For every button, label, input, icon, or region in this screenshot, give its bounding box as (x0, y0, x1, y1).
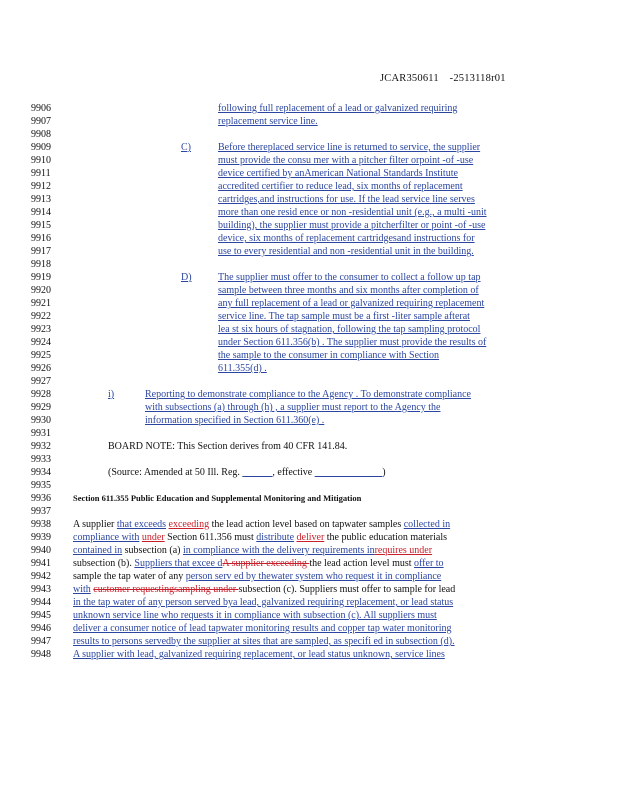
line-number: 9924 (31, 337, 51, 348)
document-line (0, 401, 618, 414)
line-text (218, 167, 458, 180)
line-text (218, 206, 487, 219)
line-text (218, 141, 480, 154)
line-text (218, 193, 475, 206)
inserted-text: person serv ed by thewater system who request it in compliance (185, 571, 442, 582)
inserted-text: in the tap water of any person served bya lead, galvanized requiring replacement, or lead status (73, 597, 454, 608)
document-line (0, 609, 618, 622)
inserted-text: unknown service line who requests it in compliance with subsection (c). All suppliers must (73, 610, 437, 621)
document-line (0, 466, 618, 479)
inserted-text: Reporting to demonstrate compliance to the Agency . To demonstrate compliance (145, 389, 471, 400)
text-run: ) (382, 467, 386, 478)
inserted-text: deliver a consumer notice of lead tapwater monitoring results and copper tap water monitoring (73, 623, 452, 634)
line-number: 9948 (31, 649, 51, 660)
line-number: 9918 (31, 259, 51, 270)
text-run: the public education materials (324, 532, 448, 543)
document-line (0, 479, 618, 492)
text-run: subsection (b). (73, 558, 135, 569)
line-text (73, 544, 432, 557)
line-number: 9930 (31, 415, 51, 426)
document-line (0, 310, 618, 323)
line-text (218, 102, 457, 115)
line-text (218, 284, 479, 297)
text-run: the lead action level based on tapwater samples (209, 519, 404, 530)
line-text (108, 440, 347, 453)
line-number: 9909 (31, 142, 51, 153)
deleted-text: A supplier exceeding (222, 558, 310, 569)
line-number: 9943 (31, 584, 51, 595)
line-number: 9916 (31, 233, 51, 244)
inserted-text: contained in (73, 545, 123, 556)
line-number: 9947 (31, 636, 51, 647)
inserted-text: with subsections (a) through (h) , a supplier must report to the Agency the (145, 402, 441, 413)
line-number: 9914 (31, 207, 51, 218)
item-label: D) (181, 272, 192, 283)
document-line (0, 362, 618, 375)
inserted-text: Before thereplaced service line is returned to service, the supplier (218, 142, 481, 153)
line-text (218, 245, 474, 258)
inserted-text: sample between three months and six months after completion of (218, 285, 479, 296)
inserted-text: cartridges,and instructions for use. If the lead service line serves (218, 194, 475, 205)
line-text (218, 336, 486, 349)
document-line (0, 505, 618, 518)
line-number: 9908 (31, 129, 51, 140)
text-run: Section 611.355 Public Education and Supplemental Monitoring and Mitigation (73, 493, 362, 503)
inserted-text: the sample to the consumer in compliance with Section (218, 350, 440, 361)
line-number: 9910 (31, 155, 51, 166)
inserted-text: results to persons servedby the supplier at sites that are sampled, as specifi ed in subsection (d). (73, 636, 455, 647)
line-number: 9917 (31, 246, 51, 257)
document-line (0, 440, 618, 453)
document-header (380, 73, 506, 84)
line-text (218, 115, 318, 128)
line-number: 9928 (31, 389, 51, 400)
inserted-text: building), the supplier must provide a pitcherfilter or point -of -use (218, 220, 486, 231)
line-number: 9942 (31, 571, 51, 582)
line-text (73, 557, 444, 570)
inserted-text: exceeding (168, 519, 210, 530)
document-line (0, 180, 618, 193)
line-number: 9906 (31, 103, 51, 114)
inserted-text: replacement service line. (218, 116, 318, 127)
line-text (73, 596, 453, 609)
inserted-text: service line. The tap sample must be a first -liter sample afterat (218, 311, 470, 322)
line-text (73, 531, 447, 544)
document-line (0, 154, 618, 167)
revision-id: -2513118r01 (449, 73, 506, 84)
line-number: 9926 (31, 363, 51, 374)
line-number: 9925 (31, 350, 51, 361)
line-text (73, 583, 455, 596)
line-number: 9907 (31, 116, 51, 127)
line-number: 9932 (31, 441, 51, 452)
document-line (0, 219, 618, 232)
line-number: 9931 (31, 428, 51, 439)
line-number: 9915 (31, 220, 51, 231)
line-text (218, 232, 475, 245)
inserted-text: lea st six hours of stagnation, following the tap sampling protocol (218, 324, 481, 335)
text-run: sample the tap water of any (73, 571, 186, 582)
inserted-text: that exceeds (116, 519, 167, 530)
line-text (218, 219, 485, 232)
inserted-text: more than one resid ence or non -residential unit (e.g., a multi -unit (218, 207, 487, 218)
line-text (73, 609, 437, 622)
document-line (0, 557, 618, 570)
document-line (0, 258, 618, 271)
document-line (0, 635, 618, 648)
line-number: 9921 (31, 298, 51, 309)
line-text (73, 648, 445, 661)
document-line (0, 284, 618, 297)
inserted-text: The supplier must offer to the consumer to collect a follow up tap (218, 272, 481, 283)
line-number: 9946 (31, 623, 51, 634)
document-line (0, 622, 618, 635)
document-line (0, 570, 618, 583)
line-number: 9944 (31, 597, 51, 608)
inserted-text: ___ __________ (314, 467, 383, 478)
inserted-text: collected in (403, 519, 451, 530)
inserted-text: deliver (296, 532, 325, 543)
text-run: BOARD NOTE: This Section derives from 40 CFR 141.84. (108, 441, 348, 452)
document-line (0, 414, 618, 427)
document-line (0, 271, 618, 284)
line-text (108, 466, 386, 479)
line-number: 9935 (31, 480, 51, 491)
document-line (0, 518, 618, 531)
document-line (0, 193, 618, 206)
inserted-text: ______ (242, 467, 273, 478)
line-text (218, 154, 473, 167)
line-number: 9913 (31, 194, 51, 205)
line-number: 9929 (31, 402, 51, 413)
document-line (0, 427, 618, 440)
line-number: 9940 (31, 545, 51, 556)
line-text (218, 362, 267, 375)
document-line (0, 336, 618, 349)
deleted-text: customer requestingsampling under (93, 584, 239, 595)
line-number: 9927 (31, 376, 51, 387)
line-number: 9912 (31, 181, 51, 192)
line-text (73, 492, 361, 505)
document-line (0, 115, 618, 128)
document-line (0, 596, 618, 609)
document-line (0, 492, 618, 505)
document-line (0, 531, 618, 544)
document-id: JCAR350611 (380, 73, 439, 84)
document-line (0, 388, 618, 401)
inserted-text: following full replacement of a lead or galvanized requiring (218, 103, 458, 114)
text-run: subsection (a) (122, 545, 183, 556)
document-line (0, 245, 618, 258)
inserted-text: compliance with (73, 532, 140, 543)
inserted-text: distribute (256, 532, 295, 543)
document-line (0, 583, 618, 596)
text-run: , effective (272, 467, 315, 478)
inserted-text: device, six months of replacement cartridgesand instructions for (218, 233, 475, 244)
document-line (0, 648, 618, 661)
line-text (218, 297, 484, 310)
line-number: 9939 (31, 532, 51, 543)
line-text (73, 518, 450, 531)
document-line (0, 375, 618, 388)
line-number: 9938 (31, 519, 51, 530)
inserted-text: device certified by anAmerican National Standards Institute (218, 168, 458, 179)
document-line (0, 297, 618, 310)
document-line (0, 544, 618, 557)
line-text (218, 310, 470, 323)
line-number: 9936 (31, 493, 51, 504)
text-run: the lead action level must (309, 558, 415, 569)
line-text (73, 622, 452, 635)
document-line (0, 323, 618, 336)
line-number: 9945 (31, 610, 51, 621)
document-line (0, 102, 618, 115)
line-number: 9920 (31, 285, 51, 296)
line-number: 9941 (31, 558, 51, 569)
line-text (145, 388, 471, 401)
text-run: A supplier (73, 519, 117, 530)
inserted-text: Suppliers that excee d (134, 558, 223, 569)
line-number: 9911 (31, 168, 51, 179)
line-text (73, 635, 455, 648)
line-number: 9919 (31, 272, 51, 283)
item-label: i) (108, 389, 115, 400)
inserted-text: with (73, 584, 91, 595)
line-text (145, 414, 324, 427)
line-text (73, 570, 441, 583)
inserted-text: offer to (414, 558, 444, 569)
inserted-text: under Section 611.356(b) . The supplier must provide the results of (218, 337, 487, 348)
text-run: (Source: Amended at 50 Ill. Reg. (108, 467, 243, 478)
line-number: 9923 (31, 324, 51, 335)
line-number: 9934 (31, 467, 51, 478)
line-text (218, 349, 439, 362)
document-line (0, 167, 618, 180)
line-text (218, 180, 463, 193)
line-number: 9922 (31, 311, 51, 322)
line-text (218, 323, 480, 336)
text-run: Section 611.356 must (164, 532, 257, 543)
inserted-text: accredited certifier to reduce lead, six months of replacement (218, 181, 463, 192)
line-text (145, 401, 441, 414)
document-line (0, 141, 618, 154)
inserted-text: any full replacement of a lead or galvanized requiring replacement (218, 298, 485, 309)
inserted-text: requires under (374, 545, 433, 556)
inserted-text: A supplier with lead, galvanized requiring replacement, or lead status unknown, service lines (73, 649, 445, 660)
document-line (0, 128, 618, 141)
inserted-text: use to every residential and non -residential unit in the building. (218, 246, 474, 257)
item-label: C) (181, 142, 191, 153)
inserted-text: under (141, 532, 165, 543)
inserted-text: in compliance with the delivery requirements in (182, 545, 375, 556)
line-number: 9937 (31, 506, 51, 517)
inserted-text: must provide the consu mer with a pitcher filter orpoint -of -use (218, 155, 474, 166)
text-run: subsection (c). Suppliers must offer to sample for lead (238, 584, 456, 595)
inserted-text: information specified in Section 611.360(e) . (145, 415, 325, 426)
document-line (0, 206, 618, 219)
document-line (0, 232, 618, 245)
inserted-text: 611.355(d) . (218, 363, 267, 374)
line-number: 9933 (31, 454, 51, 465)
document-line (0, 349, 618, 362)
line-text (218, 271, 481, 284)
document-line (0, 453, 618, 466)
